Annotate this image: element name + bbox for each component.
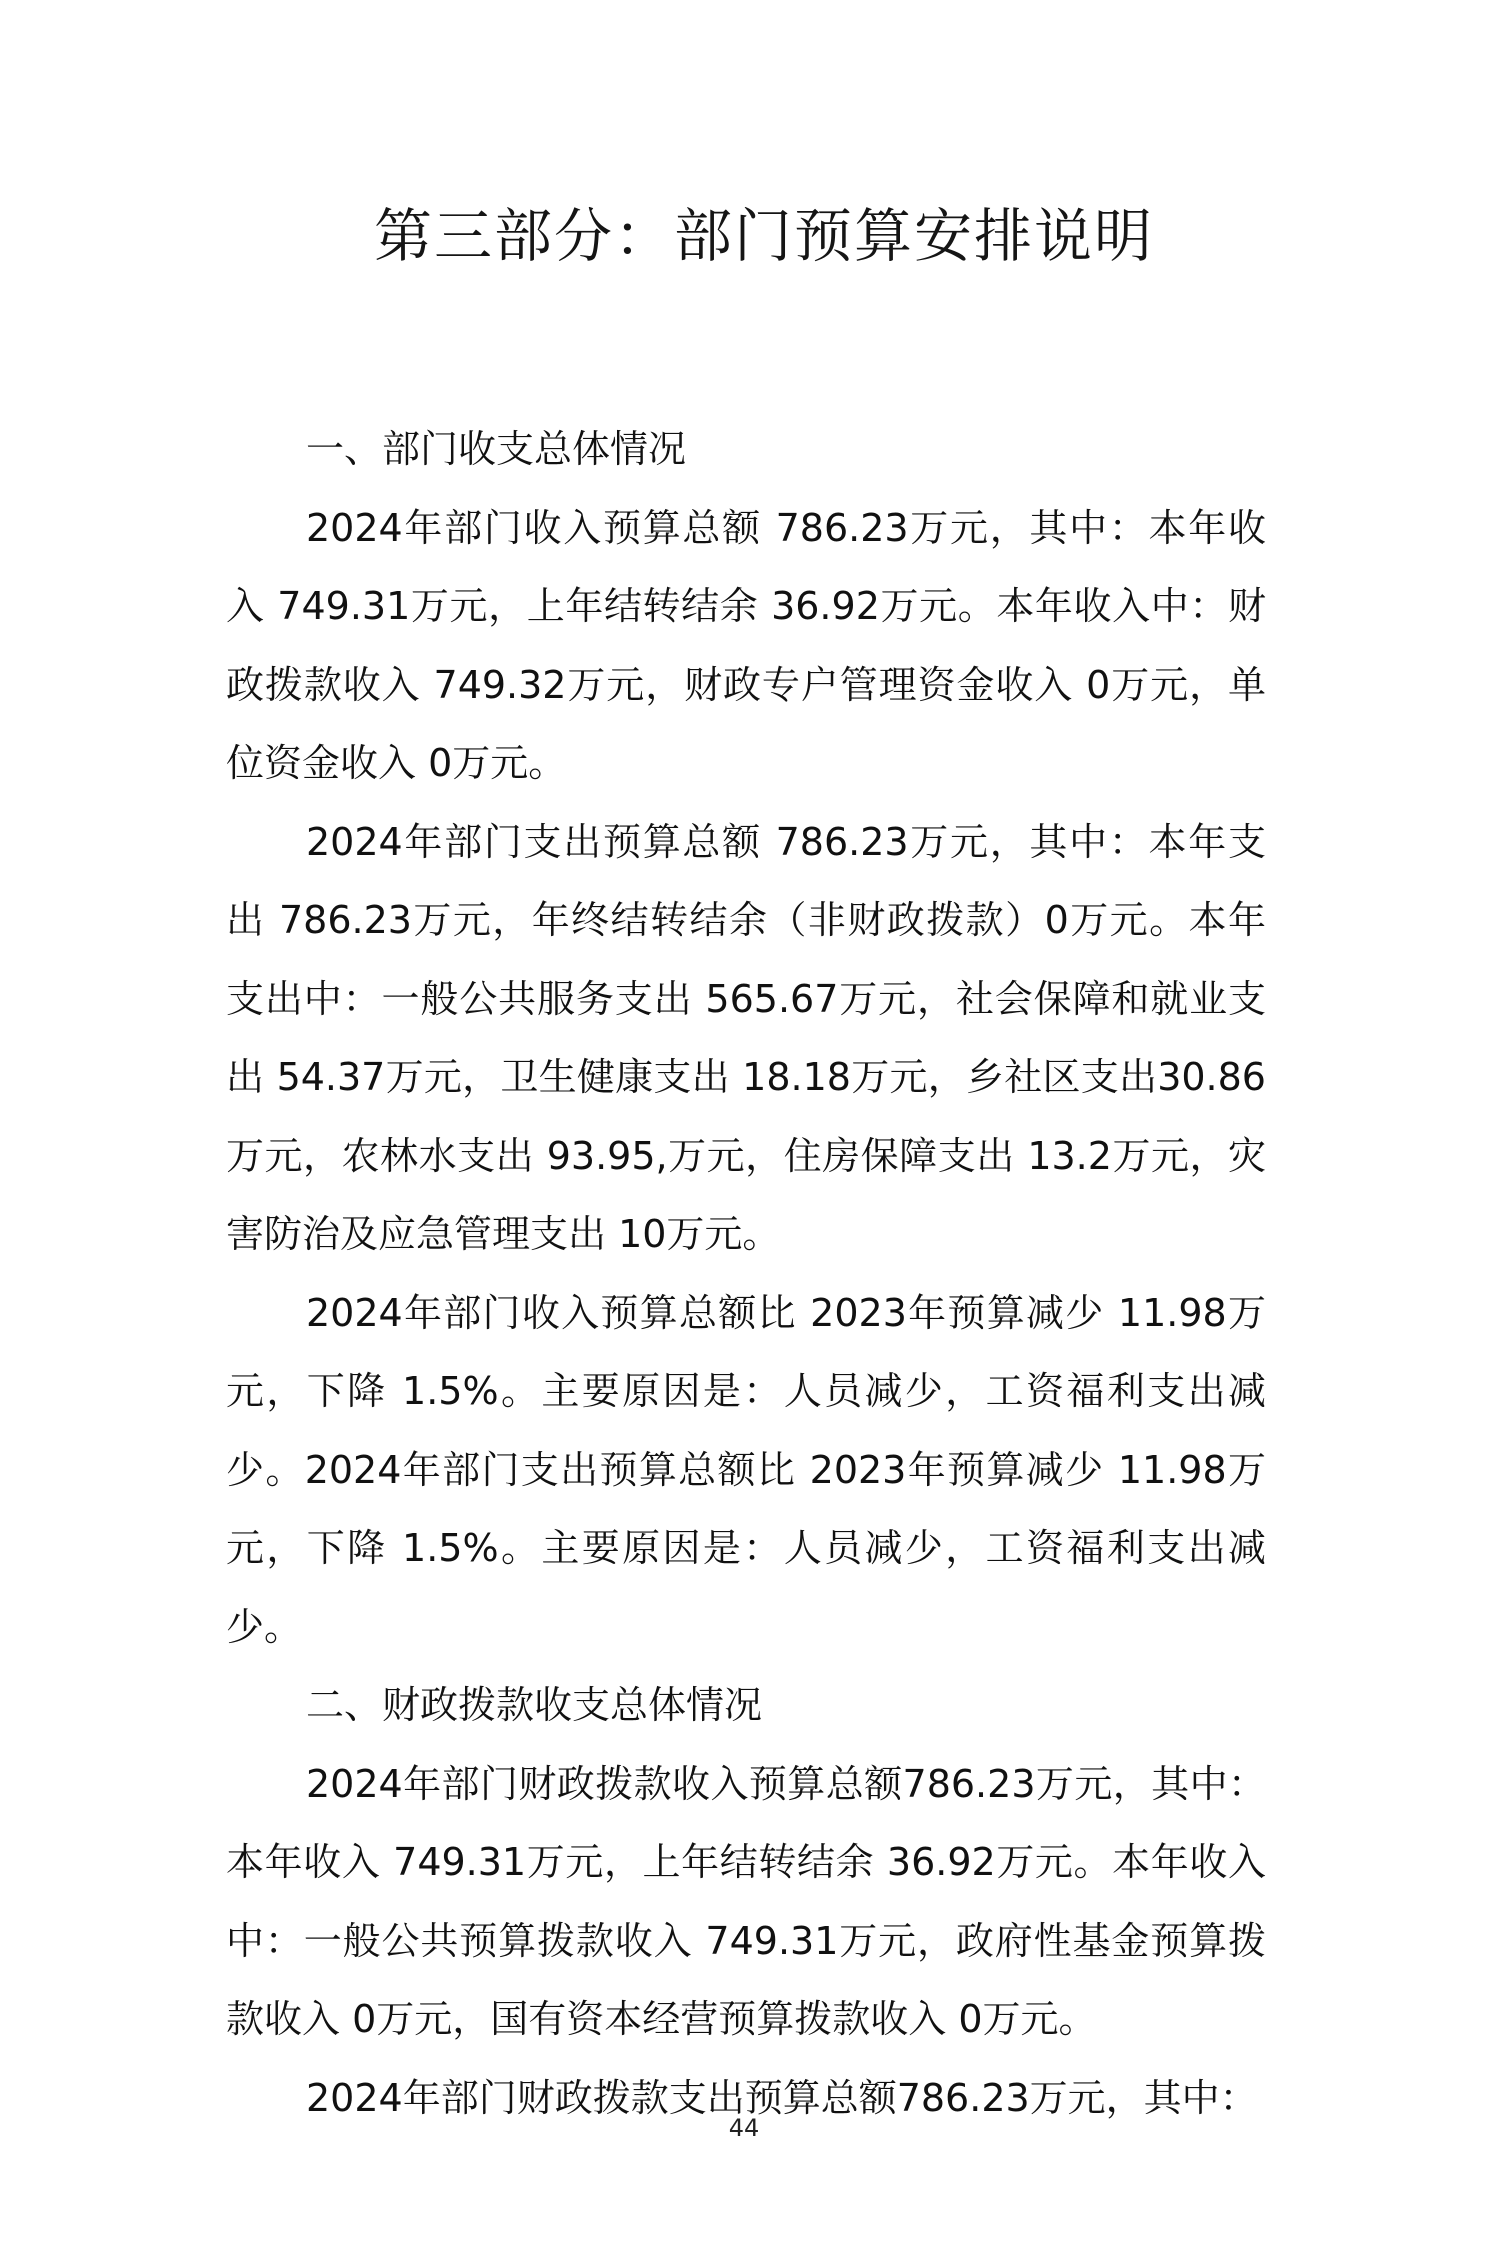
paragraph-income-total: 2024年部门收入预算总额 786.23万元，其中：本年收入 749.31万元，上年结转结余 36.92万元。本年收入中：财政拨款收入 749.32万元，财政专户管理资金收入 0万元，单位资金收入 0万元。 <box>226 505 1266 785</box>
page-number: 44 <box>728 2114 760 2142</box>
paragraph-fiscal-income: 2024年部门财政拨款收入预算总额786.23万元，其中：本年收入 749.31万元，上年结转结余 36.92万元。本年收入中：一般公共预算拨款收入 749.31万元，政府性基金预算拨款收入 0万元，国有资本经营预算拨款收入 0万元。 <box>226 1761 1266 2041</box>
paragraph-year-comparison: 2024年部门收入预算总额比 2023年预算减少 11.98万元，下降 1.5%。主要原因是：人员减少，工资福利支出减少。2024年部门支出预算总额比 2023年预算减少 11.98万元，下降 1.5%。主要原因是：人员减少，工资福利支出减少。 <box>226 1290 1266 1649</box>
paragraph-expense-total: 2024年部门支出预算总额 786.23万元，其中：本年支出 786.23万元，年终结转结余（非财政拨款）0万元。本年支出中：一般公共服务支出 565.67万元，社会保障和就业支出 54.37万元，卫生健康支出 18.18万元，乡社区支出30.86万元，农林水支出 93.95,万元，住房保障支出 13.2万元，灾害防治及应急管理支出 10万元。 <box>226 819 1266 1256</box>
section-heading-1: 一、部门收支总体情况 <box>306 427 687 471</box>
document-body <box>226 410 1266 2137</box>
section-heading-2: 二、财政拨款收支总体情况 <box>306 1683 763 1727</box>
page-title: 第三部分：部门预算安排说明 <box>373 202 1154 270</box>
paragraph-fiscal-expense: 2024年部门财政拨款支出预算总额786.23万元，其中： <box>306 2075 1258 2120</box>
